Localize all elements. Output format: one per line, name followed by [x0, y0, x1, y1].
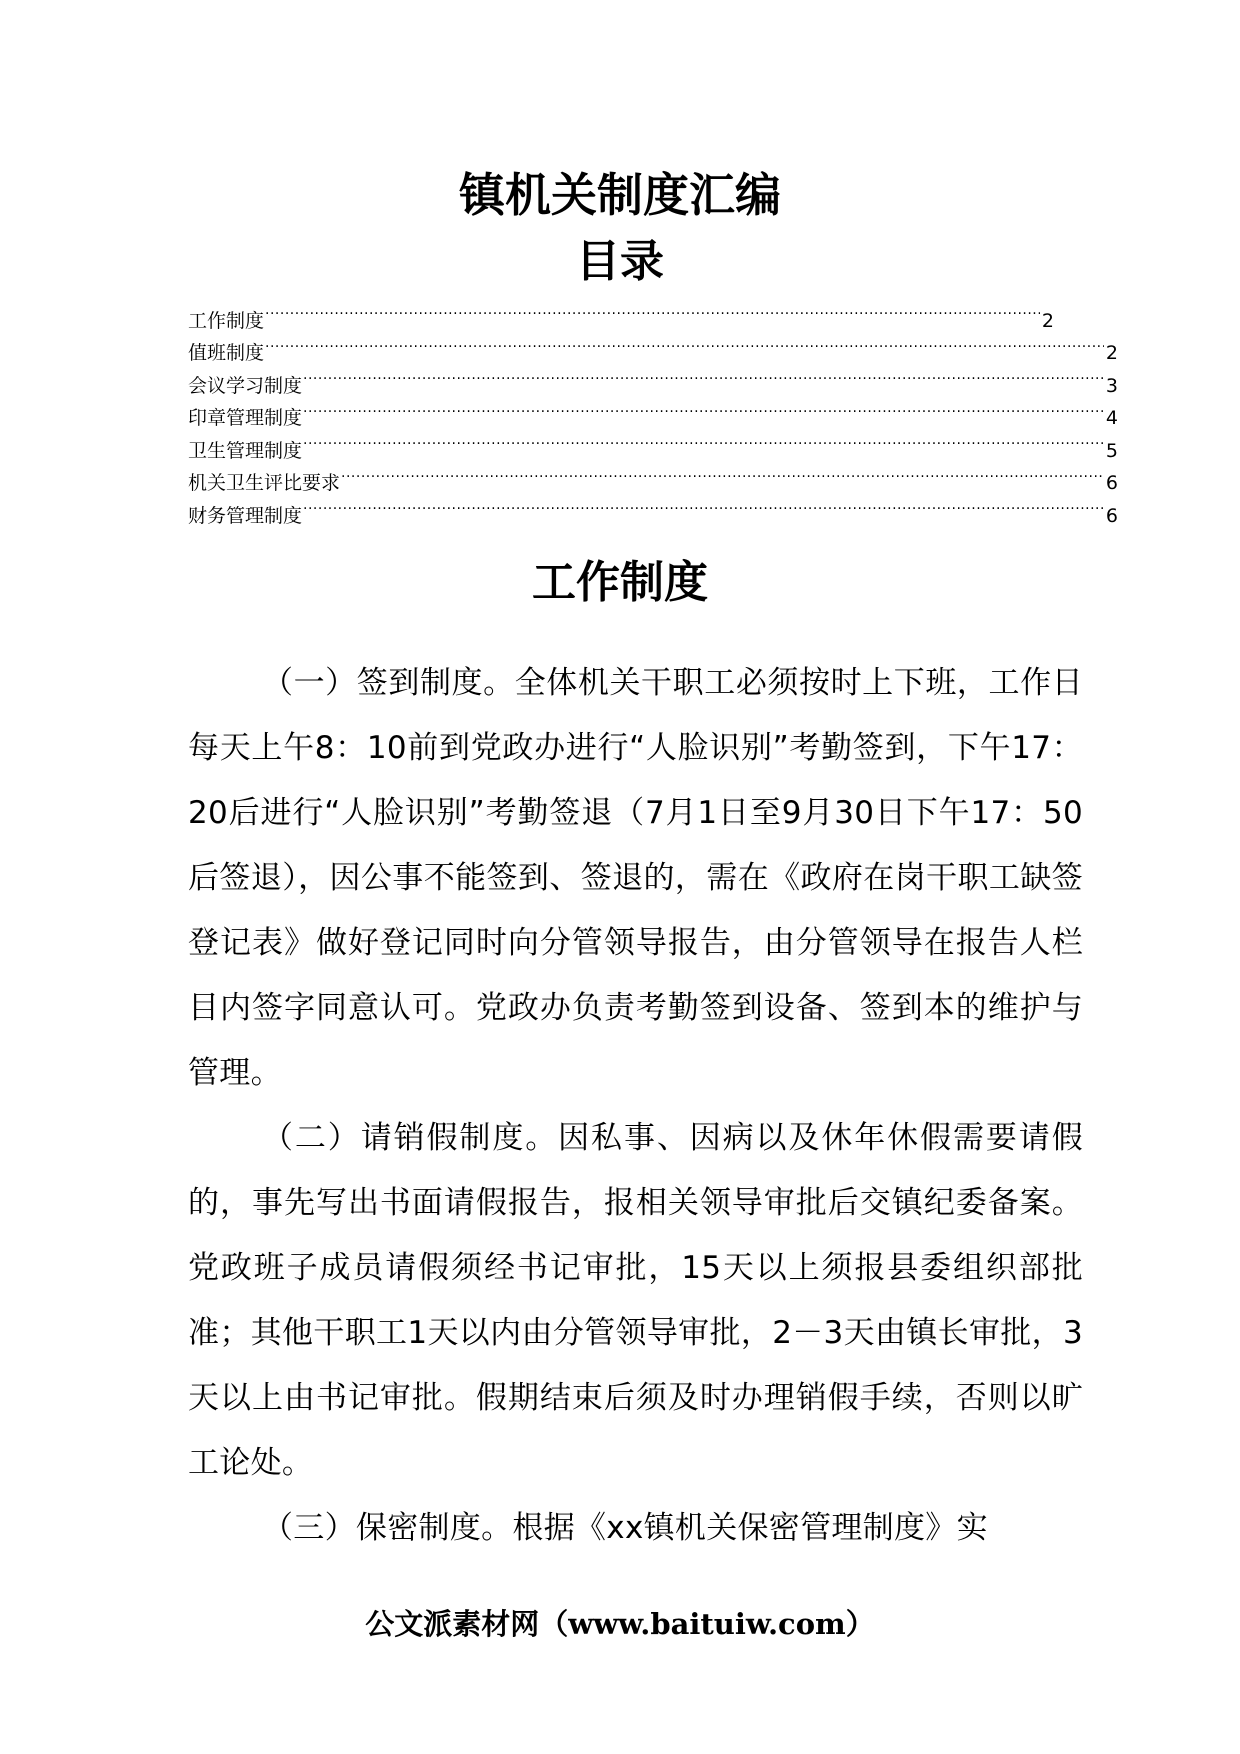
toc-item-label: 会议学习制度	[188, 374, 303, 397]
toc-item-label: 值班制度	[188, 342, 265, 364]
toc-item[interactable]	[188, 489, 1118, 527]
toc-item-page: 6	[1105, 472, 1118, 494]
toc-item-label: 印章管理制度	[188, 407, 303, 429]
toc-item[interactable]	[188, 424, 1118, 462]
toc-leader-dots	[264, 327, 1104, 360]
toc-leader-dots	[264, 294, 1040, 327]
footer-source: 公文派素材网（www.baituiw.com）	[365, 1607, 875, 1641]
paragraph: （一）签到制度。全体机关干职工必须按时上下班，工作日每天上午8：10前到党政办进行“人脸识别”考勤签到，下午17：20后进行“人脸识别”考勤签退（7月1日至9月30日下午17：50后签退），因公事不能签到、签退的，需在《政府在岗干职工缺签登记表》做好登记同时向分管领导报告，由分管领导在报告人栏目内签字同意认可。党政办负责考勤签到设备、签到本的维护与管理。	[188, 665, 1083, 1091]
toc-item-page: 5	[1105, 439, 1118, 462]
toc-item-label: 财务管理制度	[188, 504, 303, 527]
toc-item-label: 卫生管理制度	[188, 439, 303, 462]
toc-item[interactable]	[188, 457, 1118, 494]
toc-item[interactable]	[188, 392, 1118, 429]
toc-item-page: 2	[1105, 342, 1118, 364]
toc-leader-dots	[302, 489, 1104, 522]
paragraph: （三）保密制度。根据《xx镇机关保密管理制度》实	[262, 1510, 988, 1546]
paragraph: （二）请销假制度。因私事、因病以及休年休假需要请假的，事先写出书面请假报告，报相关领导审批后交镇纪委备案。党政班子成员请假须经书记审批，15天以上须报县委组织部批准；其他干职工1天以内由分管领导审批，2－3天由镇长审批，3天以上由书记审批。假期结束后须及时办理销假手续，否则以旷工论处。	[188, 1120, 1083, 1481]
section-body	[188, 651, 1083, 1561]
toc-item[interactable]	[188, 294, 1054, 332]
toc-leader-dots	[340, 457, 1104, 490]
toc-leader-dots	[302, 424, 1104, 457]
toc-item-page: 6	[1105, 504, 1118, 527]
toc-item-page: 2	[1041, 309, 1054, 332]
toc-leader-dots	[302, 392, 1104, 425]
document-title: 镇机关制度汇编	[459, 168, 781, 222]
toc-item-label: 工作制度	[188, 309, 265, 332]
toc-leader-dots	[302, 359, 1104, 392]
table-of-contents	[188, 294, 1118, 527]
toc-item[interactable]	[188, 359, 1118, 397]
toc-item-page: 3	[1105, 374, 1118, 397]
toc-item-label: 机关卫生评比要求	[188, 472, 341, 494]
toc-item[interactable]	[188, 327, 1118, 364]
toc-heading: 目录	[576, 236, 664, 287]
toc-item-page: 4	[1105, 407, 1118, 429]
section-heading: 工作制度	[532, 557, 708, 608]
